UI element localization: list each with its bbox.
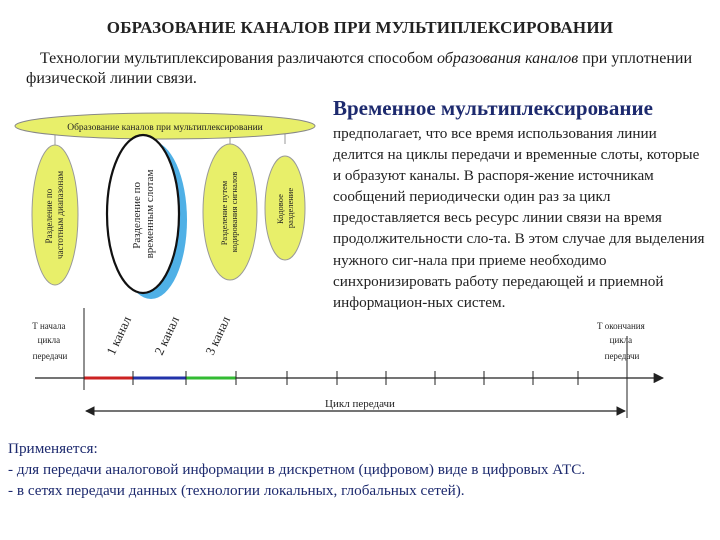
intro-text-before: Технологии мультиплексирования различаются способом bbox=[40, 50, 437, 67]
code-division-label bbox=[219, 172, 239, 253]
end-label-line-3: передачи bbox=[604, 351, 640, 361]
end-label-line-1: Т окончания bbox=[596, 321, 645, 331]
intro-text-italic: образования каналов bbox=[436, 50, 579, 67]
channel-3-label: 3 канал bbox=[202, 313, 234, 358]
time-slot-label bbox=[131, 170, 156, 259]
right-paragraph: предполагает, что все время использования линии делится на циклы передачи и временные слоты, которые и образуют каналы. В распоря-жение источникам сообщений периодически один раз за цикл предоставляется весь ресурс линии связи на время продолжительности сло-та. В этом случае для выделения нужного сиг-нала при приеме необходимо синхронизировать работу передающей и приемной информацион-ных систем. bbox=[333, 125, 705, 311]
time-slot-line-2: временным слотам bbox=[144, 169, 156, 259]
bottom-block bbox=[8, 438, 713, 501]
code-division-line-1: Разделение путем bbox=[219, 180, 229, 246]
combined-line-2: разделение bbox=[285, 187, 295, 229]
end-label-line-2: цикла bbox=[609, 335, 633, 345]
right-heading: Временное мультиплексирование bbox=[333, 96, 653, 120]
start-label-line-3: передачи bbox=[32, 351, 68, 361]
top-ellipse-label: Образование каналов при мультиплексировании bbox=[67, 123, 263, 133]
cycle-label: Цикл передачи bbox=[325, 398, 395, 410]
bottom-heading: Применяется: bbox=[8, 440, 98, 457]
frequency-division-line-1: Разделение по bbox=[44, 188, 54, 244]
intro-text-after: при уплотнении физической линии связи. bbox=[26, 50, 693, 87]
combined-line-1: Кодовое bbox=[275, 194, 285, 225]
channel-2-label: 2 канал bbox=[151, 313, 183, 358]
start-label-line-1: Т начала bbox=[32, 321, 66, 331]
start-label-line-2: цикла bbox=[37, 335, 61, 345]
time-slot-line-1: Разделение по bbox=[131, 181, 143, 249]
time-slot-ellipse bbox=[107, 135, 179, 293]
code-division-line-2: кодирования сигналов bbox=[229, 171, 239, 253]
channel-1-label: 1 канал bbox=[103, 313, 135, 358]
page-title: ОБРАЗОВАНИЕ КАНАЛОВ ПРИ МУЛЬТИПЛЕКСИРОВАНИИ bbox=[106, 18, 614, 37]
bottom-item-2: - в сетях передачи данных (технологии локальных, глобальных сетей). bbox=[8, 482, 465, 499]
start-label bbox=[32, 321, 68, 361]
combined-label bbox=[275, 188, 295, 228]
end-label bbox=[597, 321, 647, 361]
bottom-item-1: - для передачи аналоговой информации в дискретном (цифровом) виде в цифровых АТС. bbox=[8, 461, 586, 478]
frequency-division-line-2: частотным диапазонам bbox=[55, 170, 65, 260]
